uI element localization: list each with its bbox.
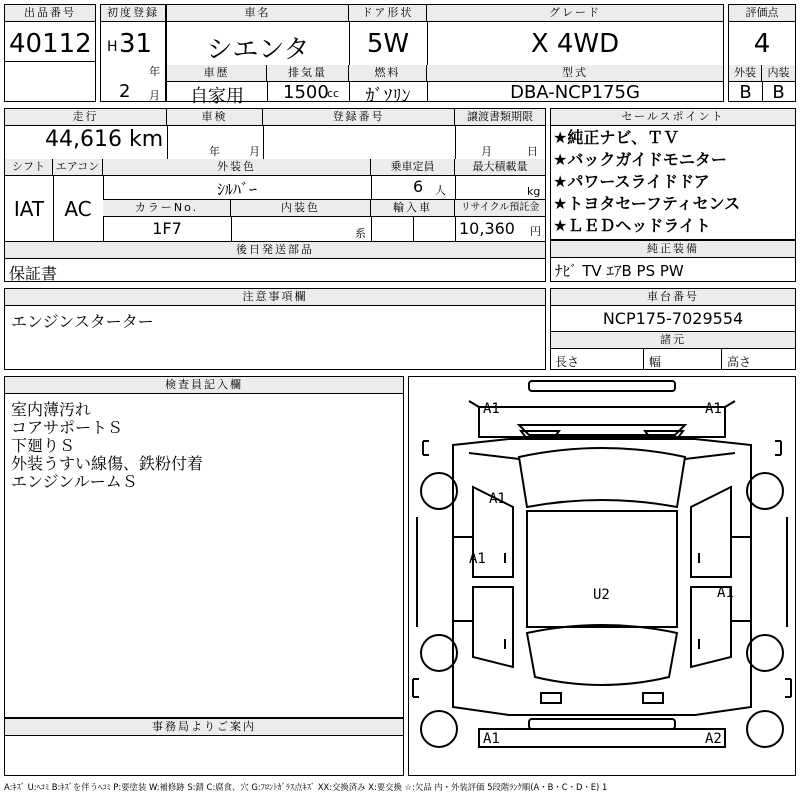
interior-score: B xyxy=(772,82,785,103)
car-name: シエンタ xyxy=(206,35,310,65)
mark-roof: U2 xyxy=(593,587,610,603)
mark-rear-left: A1 xyxy=(483,731,500,747)
genuine-equipment-header: 純正装備 xyxy=(551,241,795,258)
mark-rear-right: A2 xyxy=(705,731,722,747)
displacement-header: 排気量 xyxy=(267,65,349,82)
first-registration-header: 初度登録 xyxy=(101,5,165,22)
vehicle-history: 自家用 xyxy=(190,86,244,107)
registration-number-header: 登録番号 xyxy=(263,109,455,126)
chassis-number: NCP175-7029554 xyxy=(602,309,744,328)
recycle-fee: 10,360 xyxy=(459,219,515,238)
car-diagram xyxy=(408,376,796,776)
mileage: 44,616 km xyxy=(45,127,164,152)
sales-points-box xyxy=(550,108,796,240)
max-load-header: 最大積載量 xyxy=(455,159,545,176)
capacity-header: 乗車定員 xyxy=(371,159,455,176)
inspector-box xyxy=(4,376,404,718)
interior-color-header: 内装色 xyxy=(231,200,371,217)
chassis-box xyxy=(550,288,796,370)
length-label: 長さ xyxy=(555,355,580,369)
exterior-score: B xyxy=(739,82,752,103)
later-parts-header: 後日発送部品 xyxy=(5,242,545,259)
score-header: 評価点 xyxy=(729,5,795,22)
lot-number-header: 出品番号 xyxy=(5,5,95,22)
mileage-header: 走行 xyxy=(5,109,167,126)
mark-front-left: A1 xyxy=(483,401,500,417)
score-box xyxy=(728,4,796,102)
notes-header: 注意事項欄 xyxy=(5,289,545,306)
exterior-color-header: 外装色 xyxy=(103,159,371,176)
inspector-note: エンジンルームＳ xyxy=(11,472,138,491)
sales-point: ★トヨタセーフティセンス xyxy=(553,194,741,213)
first-registration-month: 2 xyxy=(119,81,131,102)
genuine-equipment: ﾅﾋﾞ TV ｴｱB PS PW xyxy=(555,262,684,280)
history-header: 車歴 xyxy=(167,65,267,82)
grade: X 4WD xyxy=(530,29,620,59)
notes-text: エンジンスターター xyxy=(11,312,154,331)
legend-text: A:ｷｽﾞ U:ﾍｺﾐ B:ｷｽﾞを伴うﾍｺﾐ P:要塗装 W:補修跡 S:錆 C:腐食、穴 G:ﾌﾛﾝﾄｶﾞﾗｽ点ｷｽﾞ XX:交換済み X:要交換 ☆:欠品 内・外装評価 5段階ﾗﾝｸ順(A・B・C・D・E) 1 xyxy=(4,782,608,792)
exterior-header: 外装 xyxy=(729,65,762,82)
sales-point: ★ＬＥＤヘッドライト xyxy=(553,216,711,235)
inspector-header: 検査員記入欄 xyxy=(5,377,403,394)
door-type: 5W xyxy=(366,29,410,59)
deadline-day-unit: 日 xyxy=(527,145,538,158)
shift-header: シフト xyxy=(5,159,53,176)
inspector-note: 外装うすい線傷、鉄粉付着 xyxy=(11,454,204,473)
month-unit: 月 xyxy=(149,89,160,102)
overall-score: 4 xyxy=(753,29,771,59)
deadline-month-unit: 月 xyxy=(481,145,492,158)
grade-header: グレード xyxy=(427,5,723,22)
mark-right-side: A1 xyxy=(717,585,734,601)
year-unit: 年 xyxy=(149,65,160,78)
inspector-note: 下廻りＳ xyxy=(11,436,76,455)
chassis-number-header: 車台番号 xyxy=(551,289,795,306)
fuel-type: ｶﾞｿﾘﾝ xyxy=(365,86,411,107)
displacement: 1500 xyxy=(283,82,329,103)
aircon-header: エアコン xyxy=(53,159,103,176)
color-number-header: カラーNo. xyxy=(103,200,231,217)
door-header: ドア形状 xyxy=(349,5,427,22)
exterior-color: ｼﾙﾊﾞｰ xyxy=(216,180,257,199)
inspection-year-unit: 年 xyxy=(209,145,220,158)
era-label: H xyxy=(107,39,118,55)
mark-front-right: A1 xyxy=(705,401,722,417)
interior-header: 内装 xyxy=(762,65,795,82)
first-registration-year: 31 xyxy=(119,29,153,59)
shift-type: IAT xyxy=(13,197,45,221)
inspector-note: 室内薄汚れ xyxy=(11,400,92,419)
first-registration-box xyxy=(100,4,166,102)
mark-hood: A1 xyxy=(489,491,506,507)
transfer-deadline-header: 譲渡書類期限 xyxy=(455,109,545,126)
displacement-unit: cc xyxy=(327,87,340,100)
sales-point: ★バックガイドモニター xyxy=(553,150,727,169)
max-load-unit: kg xyxy=(527,185,541,198)
model-code-header: 型式 xyxy=(427,65,723,82)
later-parts: 保証書 xyxy=(9,264,58,283)
import-header: 輸入車 xyxy=(371,200,455,217)
sales-points-header: セールスポイント xyxy=(551,109,795,126)
car-name-header: 車名 xyxy=(167,5,349,22)
sales-point: ★純正ナビ、ＴＶ xyxy=(553,128,680,147)
recycle-unit: 円 xyxy=(530,225,541,238)
dimensions-header: 諸元 xyxy=(551,332,795,349)
model-code: DBA-NCP175G xyxy=(510,82,640,103)
mark-left-side: A1 xyxy=(469,551,486,567)
inspection-header: 車検 xyxy=(167,109,263,126)
inspection-month-unit: 月 xyxy=(249,145,260,158)
lot-number: 40112 xyxy=(9,29,92,59)
recycle-header: リサイクル預託金 xyxy=(455,200,545,217)
inspector-note: コアサポートＳ xyxy=(11,418,124,437)
office-header: 事務局よりご案内 xyxy=(5,719,403,736)
car-info-box xyxy=(166,4,724,107)
lot-number-box xyxy=(4,4,96,102)
capacity: 6 xyxy=(413,177,424,196)
genuine-equipment-box xyxy=(550,240,796,282)
sales-point: ★パワースライドドア xyxy=(553,172,710,191)
width-label: 幅 xyxy=(649,355,662,369)
capacity-unit: 人 xyxy=(435,184,446,197)
fuel-header: 燃料 xyxy=(349,65,427,82)
vehicle-details-box xyxy=(4,108,546,282)
height-label: 高さ xyxy=(727,355,752,369)
interior-color-unit: 系 xyxy=(355,227,366,240)
aircon-type: AC xyxy=(64,197,92,221)
color-number: 1F7 xyxy=(152,219,182,238)
car-outline xyxy=(409,377,795,775)
notes-box xyxy=(4,288,546,370)
office-box xyxy=(4,718,404,776)
